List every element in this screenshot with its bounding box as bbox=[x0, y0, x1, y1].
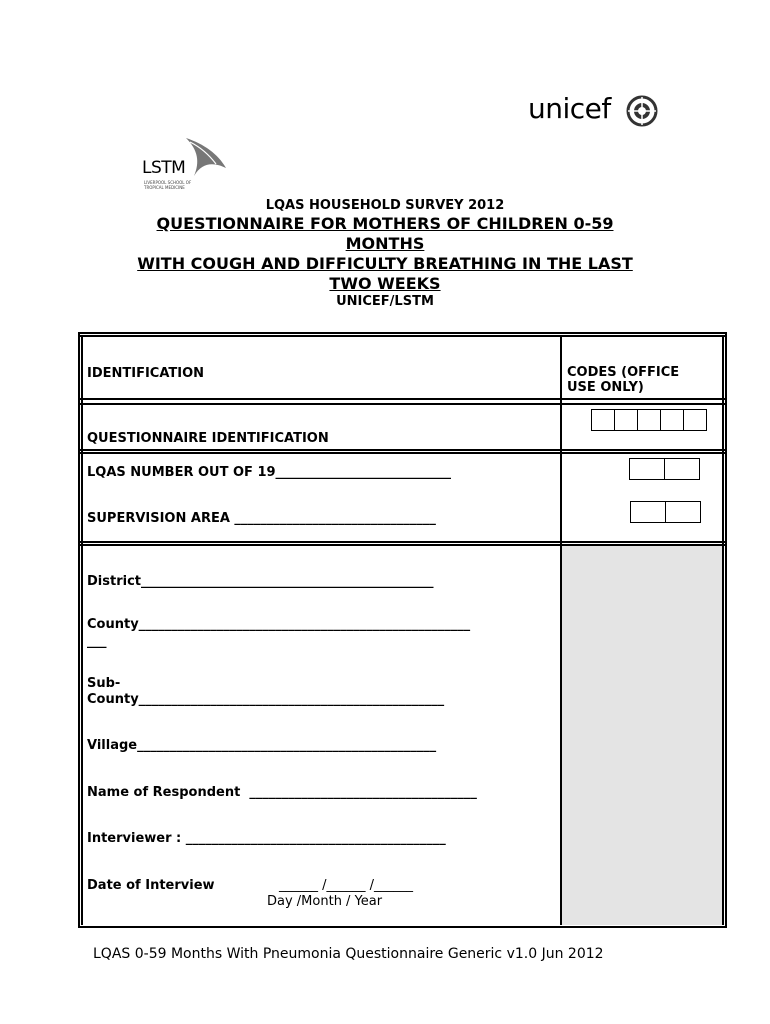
questionnaire-id-label: QUESTIONNAIRE IDENTIFICATION bbox=[87, 431, 329, 446]
divider bbox=[560, 335, 562, 925]
lstm-logo bbox=[140, 136, 240, 200]
village-field[interactable]: Village______________________________________________ bbox=[87, 738, 437, 753]
questionnaire-title: QUESTIONNAIRE FOR MOTHERS OF CHILDREN 0-59 MONTHS WITH COUGH AND DIFFICULTY BREATHING IN THE LAST TWO WEEKS bbox=[137, 214, 633, 293]
lstm-wordmark: LSTM bbox=[142, 158, 186, 178]
code-box[interactable] bbox=[683, 409, 707, 431]
unicef-wordmark: unicef bbox=[528, 92, 611, 125]
respondent-field[interactable]: Name of Respondent ___________________________________ bbox=[87, 785, 477, 800]
supervision-area-boxes[interactable] bbox=[631, 501, 701, 523]
code-box[interactable] bbox=[660, 409, 684, 431]
lstm-subtitle: LIVERPOOL SCHOOL OF TROPICAL MEDICINE bbox=[144, 180, 192, 190]
codes-label: CODES (OFFICE USE ONLY) bbox=[567, 365, 680, 395]
date-of-interview-field[interactable]: ______ /______ /______ bbox=[279, 878, 414, 893]
divider bbox=[80, 452, 725, 454]
divider bbox=[722, 335, 724, 925]
codes-column-shade bbox=[561, 545, 724, 925]
lqas-number-boxes[interactable] bbox=[630, 458, 700, 480]
page-footer: LQAS 0-59 Months With Pneumonia Questionnaire Generic v1.0 Jun 2012 bbox=[93, 946, 604, 962]
date-of-interview-label: Date of Interview bbox=[87, 878, 215, 893]
divider bbox=[81, 335, 83, 925]
lqas-number-field[interactable]: LQAS NUMBER OUT OF 19___________________________ bbox=[87, 465, 452, 480]
divider bbox=[80, 541, 725, 543]
divider bbox=[80, 335, 725, 337]
date-format-hint: Day /Month / Year bbox=[267, 894, 383, 909]
code-box[interactable] bbox=[630, 501, 666, 523]
divider bbox=[80, 544, 725, 546]
subcounty-field[interactable]: County_______________________________________________ bbox=[87, 692, 445, 707]
county-field-cont: ___ bbox=[87, 634, 107, 649]
code-box[interactable] bbox=[665, 501, 701, 523]
interviewer-field[interactable]: Interviewer : ________________________________________ bbox=[87, 831, 446, 846]
unicef-globe-icon bbox=[625, 94, 659, 128]
survey-title: LQAS HOUSEHOLD SURVEY 2012 bbox=[265, 198, 505, 213]
organisation: UNICEF/LSTM bbox=[336, 294, 434, 309]
divider bbox=[80, 398, 725, 400]
county-field[interactable]: County___________________________________________________ bbox=[87, 617, 471, 632]
questionnaire-id-boxes[interactable] bbox=[592, 409, 707, 431]
unicef-logo bbox=[528, 92, 668, 132]
supervision-area-field[interactable]: SUPERVISION AREA _______________________________ bbox=[87, 511, 436, 526]
divider bbox=[80, 403, 725, 405]
subcounty-label: Sub- bbox=[87, 676, 121, 691]
code-box[interactable] bbox=[664, 458, 700, 480]
code-box[interactable] bbox=[591, 409, 615, 431]
lstm-bird-icon bbox=[184, 136, 228, 186]
code-box[interactable] bbox=[614, 409, 638, 431]
district-field[interactable]: District_____________________________________________ bbox=[87, 574, 434, 589]
code-box[interactable] bbox=[629, 458, 665, 480]
identification-label: IDENTIFICATION bbox=[87, 366, 205, 381]
code-box[interactable] bbox=[637, 409, 661, 431]
divider bbox=[80, 449, 725, 451]
